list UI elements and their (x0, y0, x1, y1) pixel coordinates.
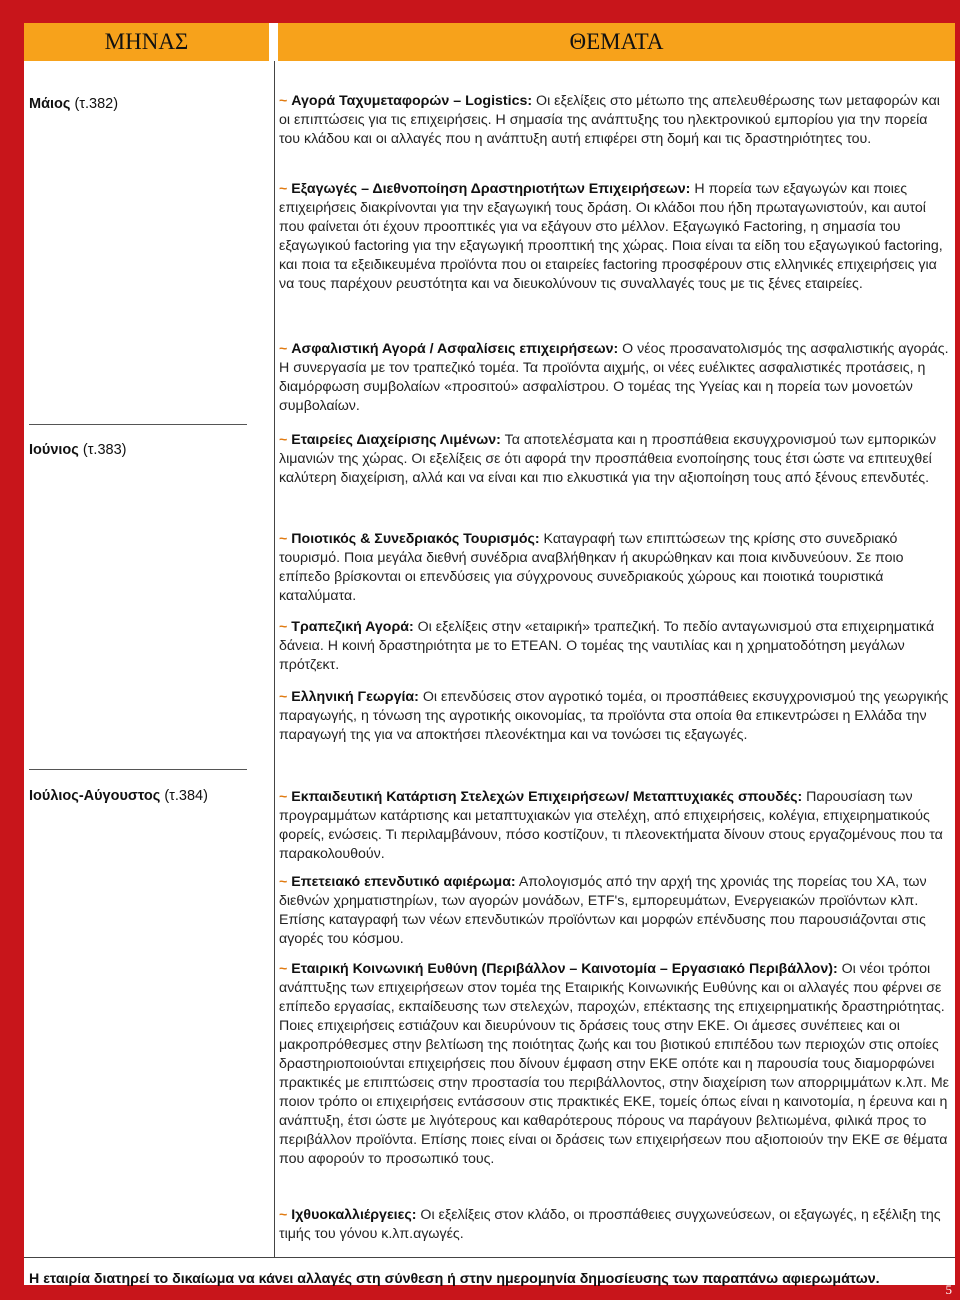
tilde-bullet-icon: ~ (279, 341, 288, 357)
footer-disclaimer: Η εταιρία διατηρεί το δικαίωμα να κάνει αλλαγές στη σύνθεση ή στην ημερομηνία δημοσίευσης των παραπάνω αφιερωμάτων. (29, 1271, 880, 1287)
topic-ports (279, 431, 949, 488)
month-divider (29, 424, 247, 425)
topic-title: Ιχθυοκαλλιέργειες: (291, 1207, 417, 1223)
topics-column-header: ΘΕΜΑΤΑ (278, 23, 955, 61)
month-label-may (29, 96, 118, 112)
topic-title: Ελληνική Γεωργία: (291, 689, 419, 705)
month-label-july-august (29, 788, 208, 804)
topic-text: Η πορεία των εξαγωγών και ποιες επιχειρήσεις διακρίνονται για την εξαγωγική τους δράση. Οι κλάδοι που ήδη πρωταγωνιστούν, και αυτοί που φαίνεται ότι έχουν προοπτικές για να εξάγουν στο μέλλον. Εξαγωγικό Factoring, η σημασία του εξαγωγικού factoring για την εξαγωγική προοπτική της χώρας. Ποια είναι τα είδη του εξαγωγικού factoring, και ποια τα εξειδικευμένα προϊόντα που οι εταιρείες factoring προσφέρουν στις ελληνικές επιχειρήσεις για να τους παρέχουν ρευστότητα και να διευκολύνουν τις συναλλαγές τους με τις ξένες εταιρείες. (279, 181, 943, 292)
tilde-bullet-icon: ~ (279, 789, 288, 805)
page-sheet (24, 23, 955, 1285)
month-label-june (29, 442, 126, 458)
month-divider (29, 769, 247, 770)
topic-executive-training (279, 788, 949, 864)
topic-title: Ποιοτικός & Συνεδριακός Τουρισμός: (291, 531, 540, 547)
topic-text: Απολογισμός από την αρχή της χρονιάς της πορείας του ΧΑ, των διεθνών χρηματιστηρίων, των αγορών μονάδων, ETF's, εμπορευμάτων, Ενεργειακών προϊόντων κλπ. Επίσης καταγραφή των νέων επενδυτικών προϊόντων και μορφών επένδυσης που παρουσιάζονται στις αγορές του κόσμου. (279, 874, 927, 947)
topic-text: Οι εξελίξεις στον κλάδο, οι προσπάθειες συγχωνεύσεων, οι εξαγωγές, η εξέλιξη της τιμής του γόνου κ.λπ.αγωγές. (279, 1207, 941, 1242)
topic-exports (279, 180, 949, 294)
issue-number: (τ.383) (82, 442, 127, 458)
topic-text: Οι εξελίξεις στο μέτωπο της απελευθέρωσης των μεταφορών και οι επιπτώσεις για τις επιχειρήσεις. Η σημασία της ανάπτυξης του ηλεκτρονικού εμπορίου για την πορεία του κλάδου και οι αλλαγές που η ανάπτυξη αυτή επιφέρει στη δομή και τις δραστηριότητες του. (279, 93, 940, 147)
topic-title: Ασφαλιστική Αγορά / Ασφαλίσεις επιχειρήσεων: (291, 341, 619, 357)
table-bottom-rule (24, 1257, 955, 1258)
issue-number: (τ.382) (74, 96, 119, 112)
tilde-bullet-icon: ~ (279, 531, 288, 547)
topic-text: Τα αποτελέσματα και η προσπάθεια εκσυγχρονισμού των εμπορικών λιμανιών της χώρας. Οι εξελίξεις σε ότι αφορά την προσπάθεια ενοποίησης τους έτσι ώστε να επιτευχθεί καλύτερη διαχείριση, αλλά και να είναι και πιο ελκυστικά για την αξιοποίηση τους από ξένους επενδυτές. (279, 432, 937, 486)
topic-title: Αγορά Ταχυμεταφορών – Logistics: (291, 93, 533, 109)
topic-title: Τραπεζική Αγορά: (291, 619, 414, 635)
tilde-bullet-icon: ~ (279, 1207, 288, 1223)
topic-csr (279, 960, 949, 1169)
tilde-bullet-icon: ~ (279, 93, 288, 109)
column-divider (274, 61, 275, 1258)
topic-text: Ο νέος προσανατολισμός της ασφαλιστικής αγοράς. Η συνεργασία με τον τραπεζικό τομέα. Τα προϊόντα αιχμής, οι νέες ευέλικτες ασφαλιστικές προτάσεις, η διαμόρφωση συμβολαίων «προσιτού» ασφαλίστρου. Ο τομέας της Υγείας και η πορεία των μονοετών συμβολαίων. (279, 341, 949, 414)
page-number: 5 (945, 1282, 952, 1297)
tilde-bullet-icon: ~ (279, 619, 288, 635)
topic-text: Παρουσίαση των προγραμμάτων κατάρτισης και μεταπτυχιακών για στελέχη, από επιχειρήσεις, κολέγια, επιχειρηματικούς φορείς, ενώσεις. Τι περιλαμβάνουν, πόσο κοστίζουν, τι πλεονεκτήματα δίνουν στους εργαζομένους που τα παρακολουθούν. (279, 789, 943, 862)
tilde-bullet-icon: ~ (279, 181, 288, 197)
schedule-table (24, 61, 955, 1287)
topic-title: Εταιρείες Διαχείρισης Λιμένων: (291, 432, 501, 448)
topic-text: Οι επενδύσεις στον αγροτικό τομέα, οι προσπάθειες εκσυγχρονισμού της γεωργικής παραγωγής, η τόνωση της αγροτικής οικονομίας, τα προϊόντα στα οποία θα επικεντρώσει η Ελλάδα την παραγωγή της για να αποκτήσει πλεονέκτημα και να τονώσει τις εξαγωγές. (279, 689, 949, 743)
topic-insurance (279, 340, 949, 416)
topic-investment-anniversary (279, 873, 949, 949)
topic-banking (279, 618, 949, 675)
month-name: Ιούλιος-Αύγουστος (29, 788, 161, 804)
month-name: Μάιος (29, 96, 71, 112)
tilde-bullet-icon: ~ (279, 874, 288, 890)
topic-text: Καταγραφή των επιπτώσεων της κρίσης στο συνεδριακό τουρισμό. Ποια μεγάλα διεθνή συνέδρια αναβλήθηκαν ή ακυρώθηκαν και ποια κινδυνεύουν. Σε ποιο επίπεδο βρίσκονται οι επενδύσεις για σύγχρονους συνεδριακούς χώρους και ποιοτικά τουριστικά καταλύματα. (279, 531, 904, 604)
month-column-header: ΜΗΝΑΣ (24, 23, 269, 61)
topic-title: Εταιρική Κοινωνική Ευθύνη (Περιβάλλον – Καινοτομία – Εργασιακό Περιβάλλον): (291, 961, 838, 977)
topic-title: Εξαγωγές – Διεθνοποίηση Δραστηριοτήτων Επιχειρήσεων: (291, 181, 691, 197)
month-name: Ιούνιος (29, 442, 79, 458)
topic-title: Επετειακό επενδυτικό αφιέρωμα: (291, 874, 516, 890)
tilde-bullet-icon: ~ (279, 689, 288, 705)
topic-text: Οι εξελίξεις στην «εταιρική» τραπεζική. Το πεδίο ανταγωνισμού στα επιχειρηματικά δάνεια. Η κοινή δραστηριότητα με το ΕΤΕΑΝ. Ο τομέας της ναυτιλίας και η χρηματοδότηση μεγάλων πρότζεκτ. (279, 619, 935, 673)
issue-number: (τ.384) (164, 788, 208, 804)
topic-aquaculture (279, 1206, 949, 1244)
topic-tourism (279, 530, 949, 606)
tilde-bullet-icon: ~ (279, 961, 288, 977)
topic-logistics (279, 92, 949, 149)
topic-title: Εκπαιδευτική Κατάρτιση Στελεχών Επιχειρήσεων/ Μεταπτυχιακές σπουδές: (291, 789, 803, 805)
topic-text: Οι νέοι τρόποι ανάπτυξης των επιχειρήσεων στον τομέα της Εταιρικής Κοινωνικής Ευθύνης και οι αλλαγές που φέρνει σε επίπεδο εργασίας, εκπαίδευσης των στελεχών, παροχών, επέκτασης της επιχειρηματικής δραστηριότητας. Ποιες επιχειρήσεις εστιάζουν και διευρύνουν τις δράσεις τους στην ΕΚΕ. Οι άμεσες συνέπειες και οι μακροπρόθεσμες στην βελτίωση της ποιότητας ζωής και του βιοτικού επιπέδου των περιοχών στις οποίες δραστηριοποιούνται επιχειρήσεις που δίνουν έμφαση στην ΕΚΕ οπότε και η παρουσία τους διαμορφώνει πρακτικές με επιπτώσεις στην προστασία του περιβάλλοντος, στην διαχείριση των απορριμμάτων κ.λπ. Με ποιον τρόπο οι επιχειρήσεις εντάσσουν στις πρακτικές ΕΚΕ, τομείς όπως είναι η καινοτομία, η έρευνα και η ανάπτυξη, έτσι ώστε με λιγότερους και καθαρότερους πόρους να παράγουν βελτιωμένα, φιλικά προς το περιβάλλον προϊόντα. Επίσης ποιες είναι οι δράσεις των επιχειρήσεων που αξιοποιούν την ΕΚΕ σε θέματα που αφορούν το προσωπικό τους. (279, 961, 949, 1167)
topic-agriculture (279, 688, 949, 745)
tilde-bullet-icon: ~ (279, 432, 288, 448)
